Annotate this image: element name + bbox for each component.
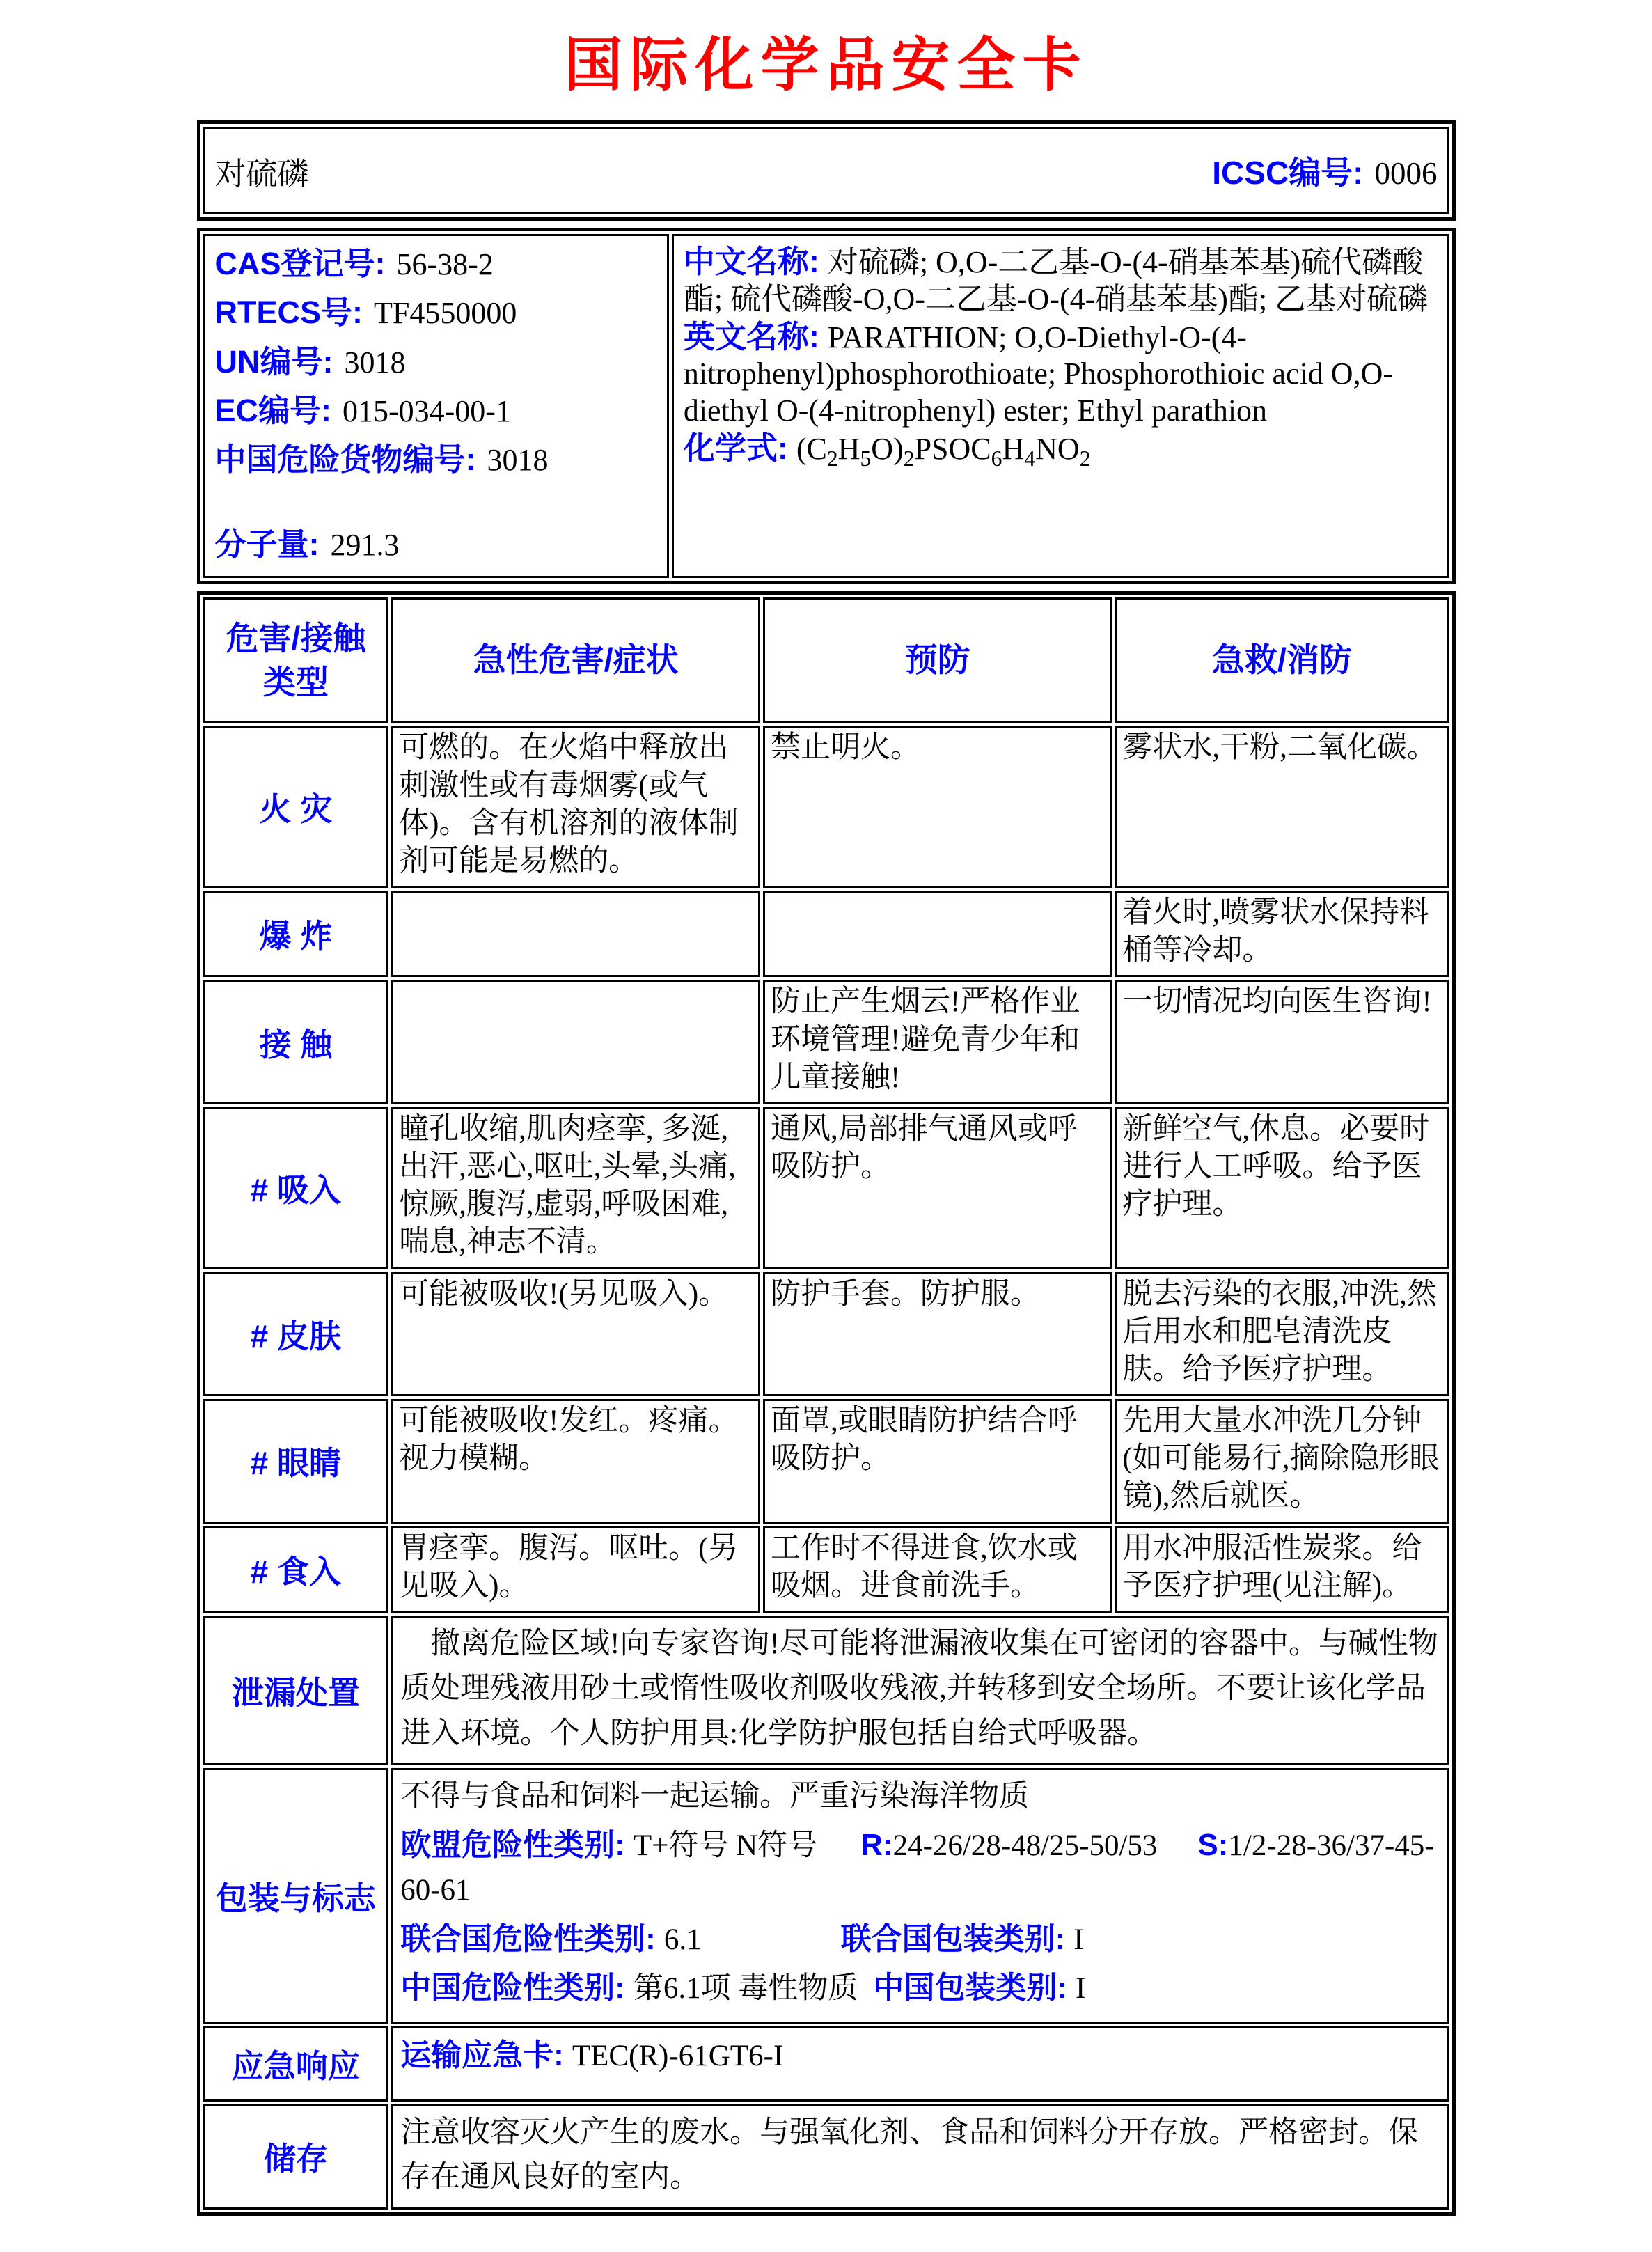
substance-name: 对硫磷 — [214, 156, 309, 191]
hazards-table — [197, 591, 1456, 2216]
emergency-cell — [391, 2026, 1449, 2102]
table-row-fire — [203, 726, 1449, 888]
cas-label: CAS登记号: — [214, 246, 386, 281]
eyes-symptoms: 可能被吸收!发红。疼痛。视力模糊。 — [391, 1399, 760, 1524]
transport-card-label: 运输应急卡: — [400, 2038, 564, 2072]
ingestion-prevention: 工作时不得进食,饮水或吸烟。进食前洗手。 — [763, 1526, 1112, 1613]
eyes-first-aid: 先用大量水冲洗几分钟(如可能易行,摘除隐形眼镜),然后就医。 — [1115, 1399, 1449, 1524]
icsc-number-group — [1212, 148, 1437, 194]
column-header-first-aid: 急救/消防 — [1115, 597, 1449, 724]
skin-first-aid: 脱去污染的衣服,冲洗,然后用水和肥皂清洗皮肤。给予医疗护理。 — [1115, 1272, 1449, 1397]
storage-text: 注意收容灭火产生的废水。与强氧化剂、食品和饲料分开存放。严格密封。保存在通风良好的室内。 — [391, 2104, 1449, 2210]
skin-symptoms: 可能被吸收!(另见吸入)。 — [391, 1272, 760, 1397]
cn-pack-value: I — [1076, 1972, 1086, 2005]
china-dg-number-line — [215, 440, 657, 479]
contact-first-aid: 一切情况均向医生咨询! — [1115, 980, 1449, 1104]
column-header-symptoms: 急性危害/症状 — [391, 597, 760, 724]
column-header-hazard-type: 危害/接触 类型 — [203, 597, 389, 724]
un-number-line — [215, 343, 657, 382]
un-classification-line — [400, 1916, 1440, 1963]
spill-text: 撤离危险区域!向专家咨询!尽可能将泄漏液收集在可密闭的容器中。与碱性物质处理残液用砂土或惰性吸收剂吸收残液,并转移到安全场所。不要让该化学品进入环境。个人防护用具:化学防护服包括自给式呼吸器。 — [391, 1616, 1449, 1766]
chinese-name-paragraph — [684, 243, 1438, 318]
table-row-packaging — [203, 1768, 1449, 2024]
fire-symptoms: 可燃的。在火焰中释放出刺激性或有毒烟雾(或气体)。含有机溶剂的液体制剂可能是易燃的。 — [391, 726, 760, 888]
row-label-storage: 储存 — [203, 2104, 389, 2210]
row-label-fire: 火 灾 — [203, 726, 389, 888]
rtecs-number-line — [215, 293, 657, 332]
eu-classification-line — [400, 1822, 1440, 1914]
page-title: 国际化学品安全卡 — [564, 32, 1088, 97]
row-label-packaging: 包装与标志 — [203, 1768, 389, 2024]
packaging-transport-note: 不得与食品和饲料一起运输。严重污染海洋物质 — [400, 1780, 1030, 1813]
cas-value: 56-38-2 — [396, 247, 494, 281]
table-row-ingestion — [203, 1526, 1449, 1613]
registry-ids-cell — [203, 234, 669, 578]
table-row-contact — [203, 980, 1449, 1104]
row-label-inhalation: # 吸入 — [203, 1107, 389, 1269]
transport-card-value: TEC(R)-61GT6-I — [572, 2039, 784, 2072]
eyes-prevention: 面罩,或眼睛防护结合呼吸防护。 — [763, 1399, 1112, 1524]
un-class-value: 6.1 — [663, 1923, 702, 1956]
english-name-paragraph — [684, 318, 1438, 430]
row-label-emergency: 应急响应 — [203, 2026, 389, 2102]
row-label-ingestion: # 食入 — [203, 1526, 389, 1613]
rtecs-value: TF4550000 — [374, 296, 517, 331]
rtecs-label: RTECS号: — [214, 295, 363, 331]
molecular-weight-label: 分子量: — [214, 526, 320, 563]
cn-class-value: 第6.1项 毒性物质 — [633, 1972, 858, 2005]
hazards-header-row — [203, 597, 1449, 724]
s-phrases-value: 1/2-28-36/37-45-60-61 — [400, 1829, 1435, 1907]
un-value: 3018 — [344, 345, 406, 380]
cn-classification-line — [400, 1965, 1440, 2012]
chinese-name-value: 对硫磷; O,O-二乙基-O-(4-硝基苯基)硫代磷酸酯; 硫代磷酸-O,O-二乙基-O-(4-硝基苯基)酯; 乙基对硫磷 — [683, 245, 1429, 316]
fire-first-aid: 雾状水,干粉,二氧化碳。 — [1115, 726, 1449, 888]
chinese-name-label: 中文名称: — [683, 244, 819, 279]
china-dg-label: 中国危险货物编号: — [214, 441, 476, 477]
ec-label: EC编号: — [214, 392, 331, 428]
explosion-prevention — [763, 891, 1112, 977]
un-label: UN编号: — [214, 343, 333, 380]
packaging-cell — [391, 1768, 1449, 2024]
chemical-formula-label: 化学式: — [683, 430, 788, 466]
fire-prevention: 禁止明火。 — [763, 726, 1112, 888]
un-pack-label: 联合国包装类别: — [840, 1921, 1066, 1956]
row-label-contact: 接 触 — [203, 980, 389, 1104]
inhalation-symptoms: 瞳孔收缩,肌肉痉挛, 多涎,出汗,恶心,呕吐,头晕,头痛,惊厥,腹泻,虚弱,呼吸困难,喘息,神志不清。 — [391, 1107, 760, 1269]
identification-row — [203, 234, 1449, 578]
header-row — [203, 127, 1449, 214]
table-row-eyes — [203, 1399, 1449, 1524]
table-row-skin — [203, 1272, 1449, 1397]
explosion-first-aid: 着火时,喷雾状水保持料桶等冷却。 — [1115, 891, 1449, 977]
s-phrases-label: S: — [1197, 1827, 1229, 1862]
english-name-label: 英文名称: — [683, 318, 819, 354]
card-body — [197, 120, 1456, 2216]
names-cell — [672, 234, 1449, 578]
cas-number-line — [215, 244, 657, 283]
contact-prevention: 防止产生烟云!严格作业环境管理!避免青少年和儿童接触! — [763, 980, 1112, 1104]
formula-paragraph — [684, 430, 1438, 472]
ec-number-line — [215, 391, 657, 430]
china-dg-value: 3018 — [487, 443, 549, 477]
row-label-skin: # 皮肤 — [203, 1272, 389, 1397]
skin-prevention: 防护手套。防护服。 — [763, 1272, 1112, 1397]
table-row-inhalation — [203, 1107, 1449, 1269]
ingestion-first-aid: 用水冲服活性炭浆。给予医疗护理(见注解)。 — [1115, 1526, 1449, 1613]
r-phrases-value: 24-26/28-48/25-50/53 — [892, 1829, 1158, 1862]
cn-pack-label: 中国包装类别: — [873, 1971, 1067, 2005]
r-phrases-label: R: — [860, 1827, 893, 1862]
icsc-number: 0006 — [1374, 156, 1438, 191]
row-label-explosion: 爆 炸 — [203, 891, 389, 977]
header-cell — [203, 127, 1449, 214]
cn-class-label: 中国危险性类别: — [400, 1971, 625, 2005]
row-label-spill: 泄漏处置 — [203, 1616, 389, 1766]
eu-class-label: 欧盟危险性类别: — [400, 1827, 625, 1862]
inhalation-prevention: 通风,局部排气通风或呼吸防护。 — [763, 1107, 1112, 1269]
inhalation-first-aid: 新鲜空气,休息。必要时进行人工呼吸。给予医疗护理。 — [1115, 1107, 1449, 1269]
table-row-explosion — [203, 891, 1449, 977]
row-label-eyes: # 眼睛 — [203, 1399, 389, 1524]
identification-box — [197, 228, 1456, 584]
ingestion-symptoms: 胃痉挛。腹泻。呕吐。(另见吸入)。 — [391, 1526, 760, 1613]
table-row-spill — [203, 1616, 1449, 1766]
eu-class-value: T+符号 N符号 — [633, 1829, 818, 1862]
un-class-label: 联合国危险性类别: — [400, 1921, 656, 1956]
header-box — [197, 120, 1456, 221]
molecular-weight-line — [215, 525, 657, 564]
ec-value: 015-034-00-1 — [343, 393, 511, 428]
chemical-formula-value: $(C_2H_5O)_2PSOC_6H_4NO_2$ — [796, 431, 1091, 471]
icsc-label: ICSC编号: — [1212, 155, 1364, 191]
explosion-symptoms — [391, 891, 760, 977]
table-row-emergency — [203, 2026, 1449, 2102]
molecular-weight-value: 291.3 — [330, 528, 400, 563]
un-pack-value: I — [1073, 1923, 1084, 1956]
column-header-prevention: 预防 — [763, 597, 1112, 724]
contact-symptoms — [391, 980, 760, 1104]
english-name-value: PARATHION; O,O-Diethyl-O-(4-nitrophenyl)phosphorothioate; Phosphorothioic acid O,O-diethyl O-(4-nitrophenyl) ester; Ethyl parathion — [683, 320, 1394, 428]
table-row-storage — [203, 2104, 1449, 2210]
